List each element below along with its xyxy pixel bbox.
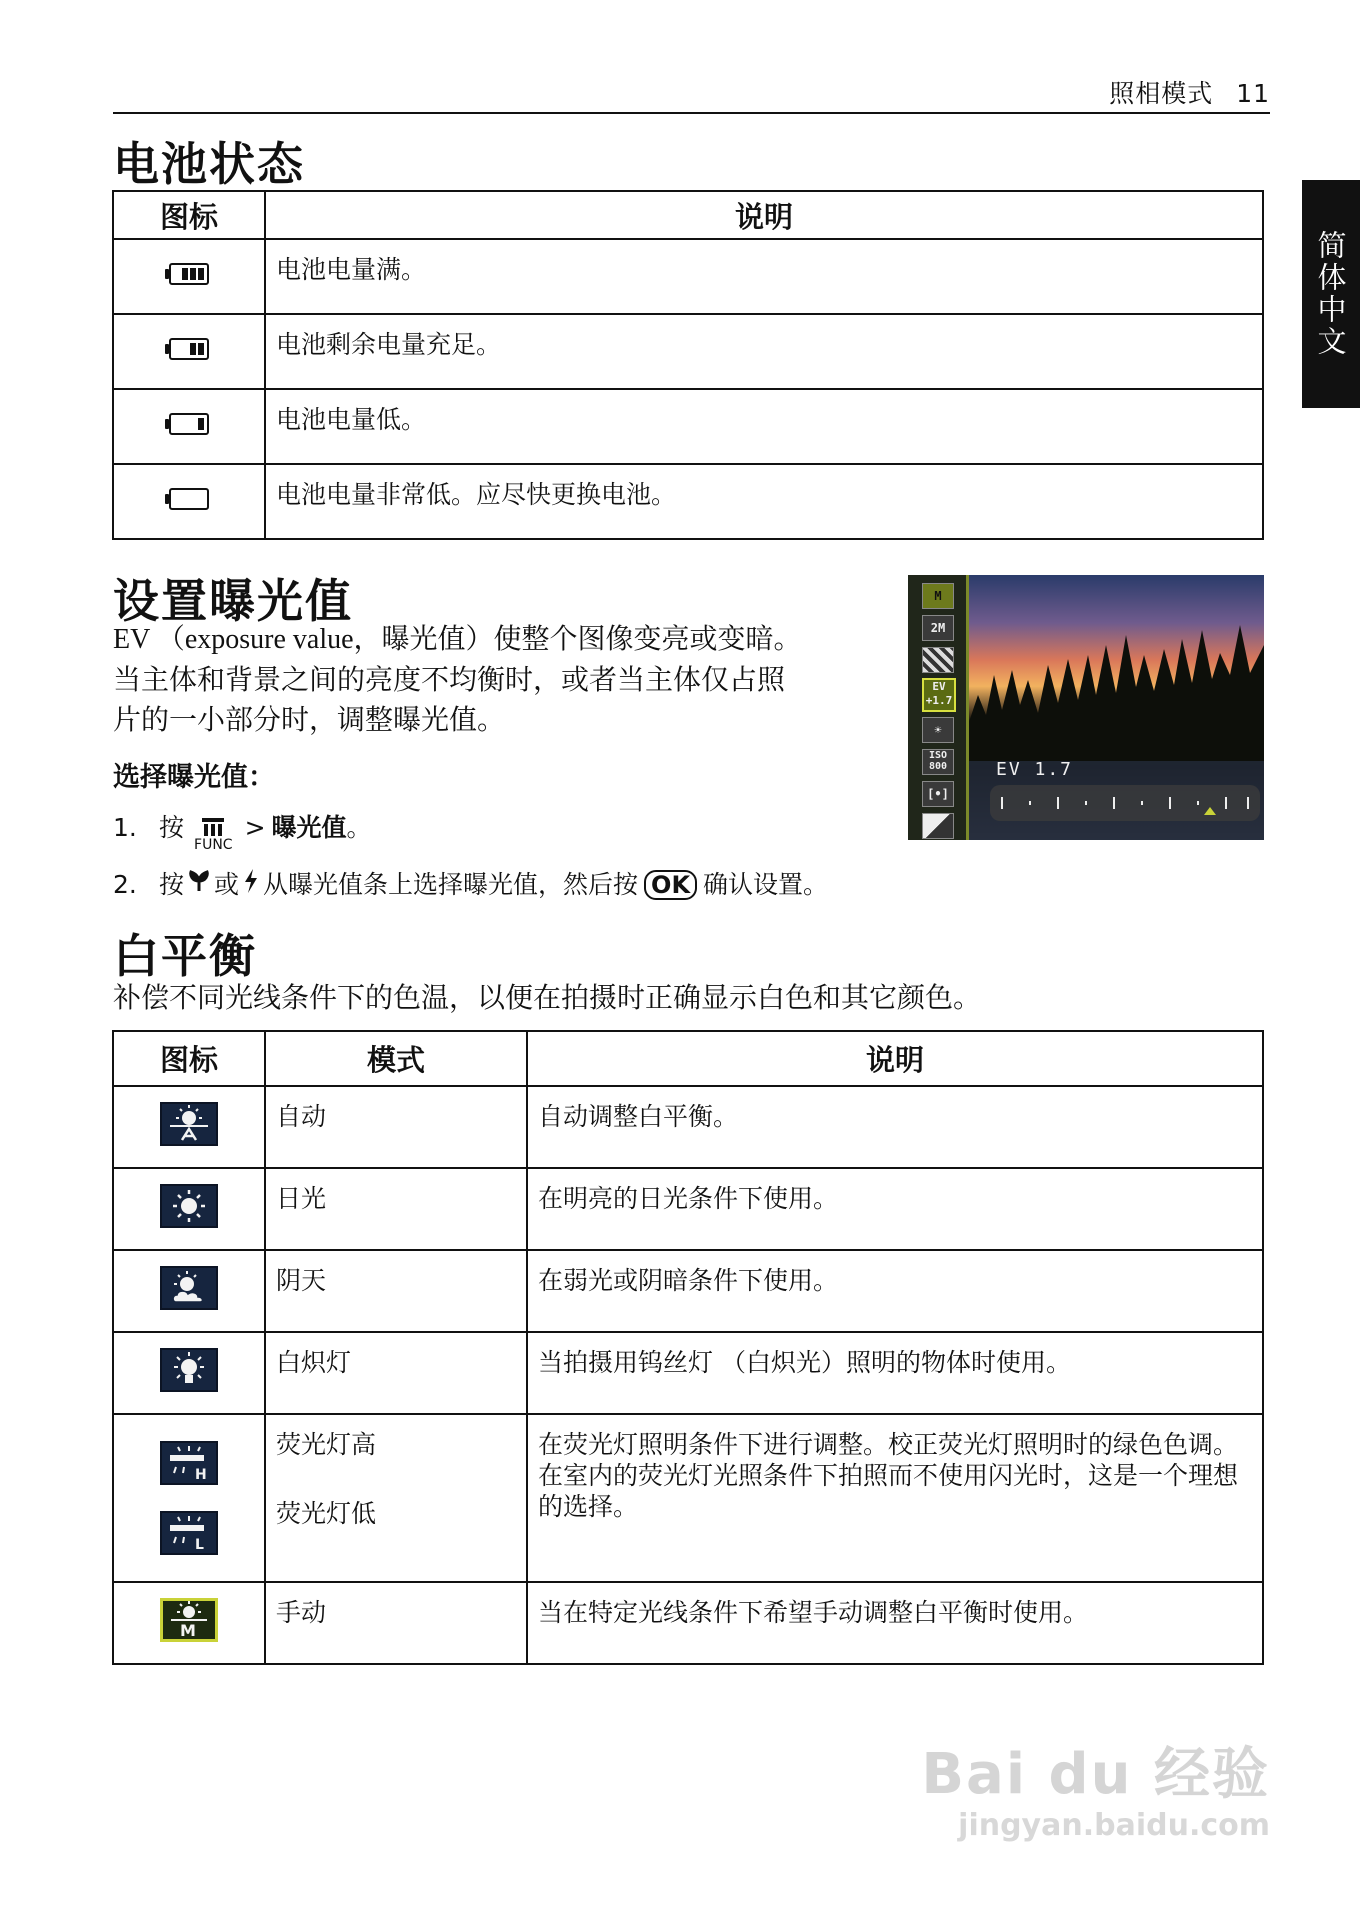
wb-menu-icon: ☀ bbox=[922, 717, 954, 743]
wb-col-icon: 图标 bbox=[113, 1031, 265, 1086]
ev-readout: EV 1.7 bbox=[996, 759, 1074, 780]
wb-mode: 手动 bbox=[265, 1582, 527, 1664]
wb-cloudy-icon bbox=[160, 1266, 218, 1310]
step-2-or: 或 bbox=[214, 869, 240, 899]
svg-text:L: L bbox=[195, 1537, 204, 1553]
ev-slider bbox=[990, 785, 1260, 821]
step-1-target: 曝光值 bbox=[271, 813, 347, 842]
exposure-subheading: 选择曝光值： bbox=[113, 762, 275, 793]
step-1-press: 按 bbox=[159, 813, 185, 842]
battery-section-title: 电池状态 bbox=[113, 137, 305, 191]
table-row bbox=[113, 239, 1263, 314]
header-section-title: 照相模式 bbox=[1109, 79, 1214, 108]
battery-desc: 电池电量低。 bbox=[265, 389, 1263, 464]
battery-desc: 电池电量满。 bbox=[265, 239, 1263, 314]
wb-table-header bbox=[113, 1031, 1263, 1086]
battery-table bbox=[112, 190, 1264, 540]
battery-col-desc: 说明 bbox=[265, 191, 1263, 239]
camera-menu-sidebar bbox=[908, 575, 969, 840]
wb-desc: 当拍摄用钨丝灯 （白炽光）照明的物体时使用。 bbox=[527, 1332, 1263, 1414]
step-1 bbox=[113, 810, 372, 853]
table-row bbox=[113, 464, 1263, 539]
battery-low-icon bbox=[169, 413, 209, 435]
wb-col-desc: 说明 bbox=[527, 1031, 1263, 1086]
battery-table-header bbox=[113, 191, 1263, 239]
step-2-number: 2. bbox=[113, 869, 137, 899]
wb-desc: 在荧光灯照明条件下进行调整。校正荧光灯照明时的绿色色调。在室内的荧光灯光照条件下拍照而不使用闪光时，这是一个理想的选择。 bbox=[527, 1414, 1263, 1582]
step-2 bbox=[113, 868, 828, 901]
page-header bbox=[1109, 74, 1270, 110]
camera-ev-preview bbox=[908, 575, 1264, 840]
flash-right-icon bbox=[243, 868, 259, 901]
wb-desc: 在弱光或阴暗条件下使用。 bbox=[527, 1250, 1263, 1332]
wb-mode: 日光 bbox=[265, 1168, 527, 1250]
camera-mode-icon: M bbox=[922, 583, 954, 609]
ok-button-icon bbox=[644, 870, 697, 900]
effect-menu-icon bbox=[922, 813, 954, 839]
metering-menu-icon: [•] bbox=[922, 781, 954, 807]
wb-intro: 补偿不同光线条件下的色温，以便在拍摄时正确显示白色和其它颜色。 bbox=[113, 981, 982, 1014]
table-row bbox=[113, 1332, 1263, 1414]
macro-left-icon bbox=[188, 869, 210, 900]
wb-desc: 在明亮的日光条件下使用。 bbox=[527, 1168, 1263, 1250]
wb-mode-fluorescent-high: 荧光灯高 bbox=[276, 1430, 377, 1459]
table-row bbox=[113, 389, 1263, 464]
wb-mode: 阴天 bbox=[265, 1250, 527, 1332]
svg-text:M: M bbox=[180, 1620, 196, 1639]
wb-auto-icon bbox=[160, 1102, 218, 1146]
wb-tungsten-icon bbox=[160, 1348, 218, 1392]
func-button-icon bbox=[194, 816, 233, 852]
wb-desc: 自动调整白平衡。 bbox=[527, 1086, 1263, 1168]
quality-icon bbox=[922, 647, 954, 673]
language-tab-label: 简体中文 bbox=[1313, 230, 1348, 358]
language-tab bbox=[1302, 180, 1360, 408]
wb-fluorescent-low-icon bbox=[160, 1511, 218, 1555]
wb-mode-fluorescent-low: 荧光灯低 bbox=[276, 1499, 377, 1528]
ev-menu-icon: EV +1.7 bbox=[922, 678, 956, 712]
wb-col-mode: 模式 bbox=[265, 1031, 527, 1086]
resolution-icon: 2M bbox=[922, 615, 954, 641]
exposure-section-title: 设置曝光值 bbox=[113, 574, 353, 628]
table-row bbox=[113, 1582, 1263, 1664]
wb-daylight-icon bbox=[160, 1184, 218, 1228]
exposure-paragraph-2: 当主体和背景之间的亮度不均衡时，或者当主体仅占照 bbox=[113, 663, 786, 696]
step-2-press: 按 bbox=[159, 869, 185, 899]
battery-desc: 电池剩余电量充足。 bbox=[265, 314, 1263, 389]
table-row bbox=[113, 1250, 1263, 1332]
wb-table bbox=[112, 1030, 1264, 1665]
wb-mode: 自动 bbox=[265, 1086, 527, 1168]
ev-slider-thumb bbox=[1204, 807, 1216, 815]
battery-desc: 电池电量非常低。应尽快更换电池。 bbox=[265, 464, 1263, 539]
svg-text:H: H bbox=[195, 1467, 207, 1483]
step-2-confirm: 确认设置。 bbox=[703, 869, 829, 899]
wb-fluorescent-high-icon bbox=[160, 1441, 218, 1485]
step-1-arrow: > bbox=[244, 813, 266, 842]
wb-section-title: 白平衡 bbox=[113, 929, 257, 983]
wb-mode: 白炽灯 bbox=[265, 1332, 527, 1414]
table-row bbox=[113, 314, 1263, 389]
wb-manual-icon bbox=[160, 1598, 218, 1642]
table-row bbox=[113, 1414, 1263, 1582]
wb-desc: 当在特定光线条件下希望手动调整白平衡时使用。 bbox=[527, 1582, 1263, 1664]
table-row bbox=[113, 1086, 1263, 1168]
battery-sufficient-icon bbox=[169, 338, 209, 360]
header-divider bbox=[113, 112, 1270, 114]
baidu-watermark-url: jingyan.baidu.com bbox=[958, 1808, 1270, 1843]
battery-full-icon bbox=[169, 263, 209, 285]
battery-col-icon: 图标 bbox=[113, 191, 265, 239]
exposure-paragraph-1: EV （exposure value，曝光值）使整个图像变亮或变暗。 bbox=[113, 624, 802, 655]
iso-menu-icon: ISO 800 bbox=[922, 749, 954, 775]
table-row bbox=[113, 1168, 1263, 1250]
battery-very-low-icon bbox=[169, 488, 209, 510]
baidu-watermark: Bai du 经验 bbox=[921, 1742, 1270, 1807]
step-1-end: 。 bbox=[346, 813, 372, 842]
step-1-number: 1. bbox=[113, 813, 137, 842]
exposure-paragraph-3: 片的一小部分时，调整曝光值。 bbox=[113, 703, 506, 736]
ok-label: OK bbox=[651, 870, 691, 899]
func-label: FUNC bbox=[194, 837, 233, 853]
step-2-instruction: 从曝光值条上选择曝光值，然后按 bbox=[263, 869, 639, 899]
page-number: 11 bbox=[1236, 79, 1270, 108]
